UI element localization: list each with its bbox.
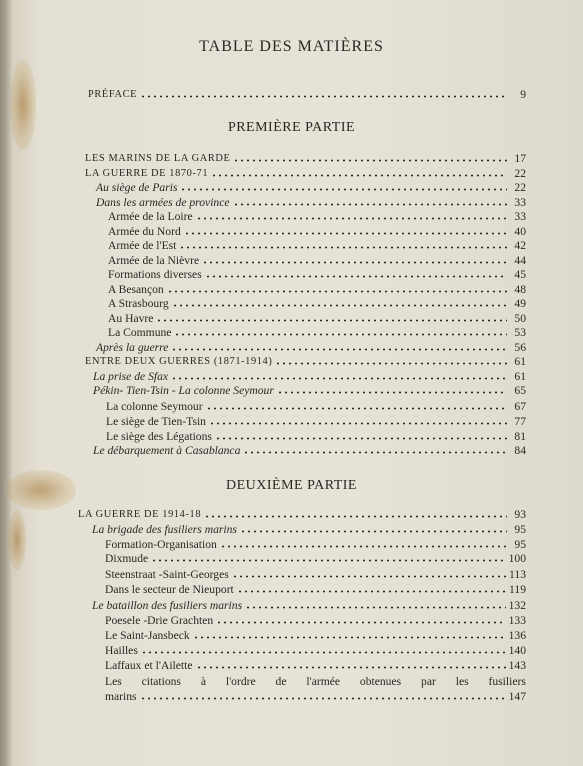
entry-label: Dans le secteur de Nieuport: [105, 583, 234, 596]
entry-label: LA GUERRE DE 1914-18: [78, 509, 202, 520]
entry-label: Dans les armées de province: [96, 196, 230, 209]
citation-word: l'ordre: [225, 675, 256, 688]
entry-label: Le bataillon des fusiliers marins: [92, 599, 243, 612]
entry-label: Dixmude: [105, 552, 149, 565]
entry-page: 93: [514, 508, 526, 521]
entry-page: 50: [514, 312, 526, 325]
entry-page: 33: [514, 210, 526, 223]
entry-label: Poesele -Drie Grachten: [105, 614, 214, 627]
dot-leader: [237, 590, 506, 593]
entry-label: Hailles: [105, 644, 138, 657]
entry-label: Le siège de Tien-Tsin: [106, 415, 206, 428]
entry-label: Armée de la Loire: [108, 210, 193, 223]
entry-page: 53: [514, 326, 526, 339]
entry-label: LES MARINS DE LA GARDE: [85, 153, 231, 164]
citation-word: Les: [105, 675, 122, 688]
entry-page: 136: [508, 629, 526, 642]
entry-page: 67: [514, 400, 526, 413]
citation-word: obtenues: [359, 675, 402, 688]
toc-entry[interactable]: [106, 428, 526, 443]
toc-entry[interactable]: [92, 521, 526, 536]
entry-label: Au Havre: [108, 312, 154, 325]
citation-word: de: [275, 675, 287, 688]
dot-leader: [233, 203, 507, 206]
entry-page: 140: [508, 644, 526, 657]
toc-entry[interactable]: [105, 566, 526, 581]
toc-entry[interactable]: [108, 237, 526, 252]
toc-entry[interactable]: [105, 550, 526, 565]
toc-entry[interactable]: [92, 597, 526, 612]
toc-entry[interactable]: [93, 382, 526, 397]
entry-label: Formations diverses: [108, 268, 202, 281]
part-2-title: DEUXIÈME PARTIE: [226, 478, 357, 493]
dot-leader: [174, 333, 507, 336]
entry-label: Laffaux et l'Ailette: [105, 659, 193, 672]
dot-leader: [233, 159, 507, 162]
dot-leader: [204, 515, 507, 518]
entry-page: 65: [514, 384, 526, 397]
toc-entry-citations-line-2[interactable]: [105, 688, 526, 703]
entry-label: PRÉFACE: [88, 89, 138, 100]
entry-page: 77: [514, 415, 526, 428]
dot-leader: [209, 422, 507, 425]
entry-page: 17: [514, 152, 526, 165]
dot-leader: [140, 697, 506, 700]
dot-leader: [171, 348, 507, 351]
toc-entry[interactable]: [108, 310, 526, 325]
entry-page: 42: [514, 239, 526, 252]
entry-page: 49: [514, 297, 526, 310]
dot-leader: [243, 451, 507, 454]
toc-entry-citations-line-1[interactable]: [105, 673, 526, 688]
dot-leader: [140, 95, 507, 98]
toc-entry-preface[interactable]: [88, 86, 526, 101]
toc-entry[interactable]: [105, 657, 526, 672]
toc-entry[interactable]: [96, 179, 526, 194]
dot-leader: [205, 275, 507, 278]
toc-title: TABLE DES MATIÈRES: [199, 38, 384, 55]
entry-label: Le débarquement à Casablanca: [93, 444, 241, 457]
toc-entry[interactable]: [108, 281, 526, 296]
toc-entry[interactable]: [106, 398, 526, 413]
entry-page: 22: [514, 167, 526, 180]
dot-leader: [184, 232, 507, 235]
toc-entry[interactable]: [106, 413, 526, 428]
toc-entry[interactable]: [105, 612, 526, 627]
dot-leader: [245, 606, 506, 609]
citation-word: à: [200, 675, 206, 688]
entry-label: La brigade des fusiliers marins: [92, 523, 237, 536]
citation-word: citations: [141, 675, 181, 688]
entry-page: 33: [514, 196, 526, 209]
entry-page: 95: [514, 523, 526, 536]
dot-leader: [180, 188, 507, 191]
toc-entry[interactable]: [105, 642, 526, 657]
entry-label: La prise de Sfax: [93, 370, 169, 383]
dot-leader: [196, 666, 506, 669]
toc-entry[interactable]: [105, 536, 526, 551]
entry-label: Le siège des Légations: [106, 430, 212, 443]
toc-entry[interactable]: [108, 295, 526, 310]
dot-leader: [172, 304, 507, 307]
toc-entry[interactable]: [85, 353, 526, 368]
entry-page: 95: [514, 538, 526, 551]
citation-word: les: [455, 675, 469, 688]
entry-page: 45: [514, 268, 526, 281]
dot-leader: [141, 651, 506, 654]
entry-label: Armée de la Nièvre: [108, 254, 200, 267]
dot-leader: [156, 319, 507, 322]
entry-page: 133: [508, 614, 526, 627]
entry-label: Le Saint-Jansbeck: [105, 629, 190, 642]
entry-label: LA GUERRE DE 1870-71: [85, 168, 209, 179]
toc-entry[interactable]: [93, 442, 526, 457]
entry-page: 40: [514, 225, 526, 238]
dot-leader: [215, 437, 507, 440]
entry-label: ENTRE DEUX GUERRES (1871-1914): [85, 356, 273, 367]
dot-leader: [151, 559, 505, 562]
entry-page: 48: [514, 283, 526, 296]
dot-leader: [206, 407, 507, 410]
dot-leader: [277, 391, 507, 394]
entry-page: 113: [509, 568, 526, 581]
dot-leader: [179, 246, 507, 249]
entry-label: La colonne Seymour: [106, 400, 203, 413]
toc-entry[interactable]: [96, 194, 526, 209]
entry-page: 44: [514, 254, 526, 267]
entry-page: 56: [514, 341, 526, 354]
dot-leader: [220, 545, 507, 548]
entry-label: A Strasbourg: [108, 297, 169, 310]
toc-entry[interactable]: [85, 150, 526, 165]
entry-label: Steenstraat -Saint-Georges: [105, 568, 229, 581]
entry-page: 61: [514, 370, 526, 383]
entry-label: Armée du Nord: [108, 225, 181, 238]
toc-entry[interactable]: [108, 252, 526, 267]
dot-leader: [193, 636, 506, 639]
entry-label: Formation-Organisation: [105, 538, 217, 551]
entry-label: Armée de l'Est: [108, 239, 177, 252]
dot-leader: [232, 575, 506, 578]
entry-page: 81: [514, 430, 526, 443]
dot-leader: [171, 377, 507, 380]
toc-entry[interactable]: [96, 339, 526, 354]
part-1-title: PREMIÈRE PARTIE: [227, 120, 356, 135]
entry-page: 61: [514, 355, 526, 368]
toc-entry[interactable]: [108, 208, 526, 223]
dot-leader: [275, 362, 507, 365]
citation-word: l'armée: [306, 675, 341, 688]
dot-leader: [202, 261, 507, 264]
citation-word: fusiliers: [488, 675, 526, 688]
citation-word: par: [421, 675, 436, 688]
dot-leader: [240, 530, 507, 533]
entry-page: 9: [520, 88, 526, 101]
dot-leader: [167, 290, 507, 293]
entry-page: 147: [508, 690, 526, 703]
entry-label: La Commune: [108, 326, 172, 339]
entry-page: 119: [509, 583, 526, 596]
toc-entry[interactable]: [85, 165, 526, 180]
entry-page: 100: [508, 552, 526, 565]
stain-lower-left: [8, 510, 26, 570]
dot-leader: [211, 174, 507, 177]
toc-entry[interactable]: [108, 223, 526, 238]
stain-top-left: [10, 60, 36, 150]
toc-entry[interactable]: [108, 266, 526, 281]
entry-page: 22: [514, 181, 526, 194]
toc-entry[interactable]: [108, 324, 526, 339]
dot-leader: [216, 621, 505, 624]
entry-label: A Besançon: [108, 283, 164, 296]
entry-label: Après la guerre: [96, 341, 169, 354]
entry-label: Au siège de Paris: [96, 181, 178, 194]
entry-page: 143: [508, 659, 526, 672]
toc-entry[interactable]: [105, 627, 526, 642]
toc-entry[interactable]: [105, 581, 526, 596]
toc-entry[interactable]: [93, 368, 526, 383]
toc-entry[interactable]: [78, 506, 526, 521]
entry-label: marins: [105, 690, 137, 703]
entry-label: Pékin- Tien-Tsin - La colonne Seymour: [93, 384, 274, 397]
entry-page: 84: [514, 444, 526, 457]
entry-page: 132: [508, 599, 526, 612]
dot-leader: [196, 217, 507, 220]
